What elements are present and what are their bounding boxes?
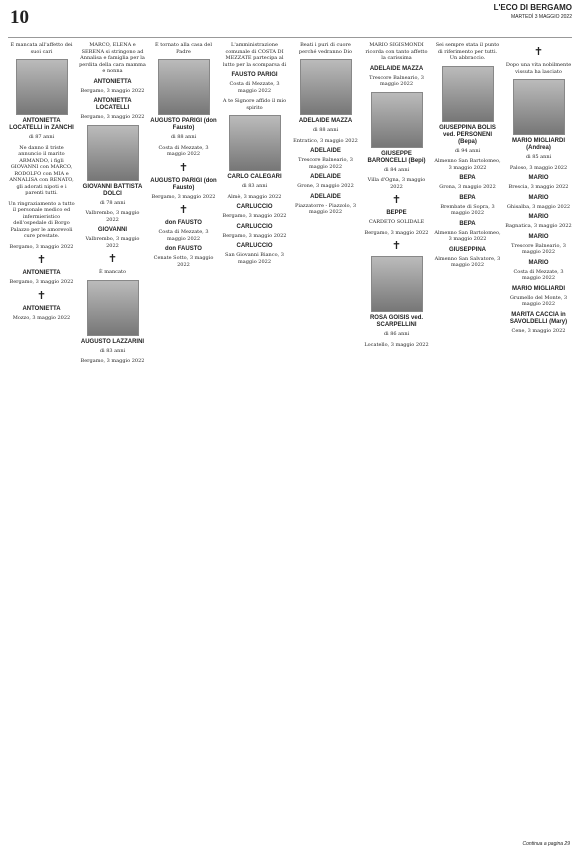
deceased-name: MARITA CACCIA in SAVOLDELLI (Mary) [509,311,568,325]
notice-text: Almenno San Bartolomeo, 3 maggio 2022 [434,158,501,171]
deceased-name: BEPA [459,194,476,201]
deceased-name: MARIO [528,194,549,201]
notice-text: Locatello, 3 maggio 2022 [364,341,429,348]
notice-text: Trescore Balneario, 3 maggio 2022 [511,242,566,255]
deceased-name: ADELAIDE [310,174,341,180]
notice-text: di 86 anni [383,331,410,337]
deceased-name: ANTONIETTA LOCATELLI in ZANCHI [9,118,74,131]
masthead: L'ECO DI BERGAMO [493,3,572,12]
deceased-name: CARLUCCIO [236,204,273,210]
portrait-photo [87,125,139,181]
deceased-name: AUGUSTO PARIGI (don Fausto) [150,177,217,191]
notice-text: Un ringraziamento a tutto il personale medico ed infermieristico dell'ospedale di Borgo Palazzo per le amorevoli cure prestate. [8,200,75,239]
column-7 [434,42,501,840]
notice-text: Bergamo, 3 maggio 2022 [9,279,74,285]
notice-text: Almenno San Bartolomeo, 3 maggio 2022 [434,229,501,242]
portrait-photo [442,66,494,122]
deceased-name: ANTONIETTA LOCATELLI [93,98,132,111]
portrait-photo [16,59,68,115]
deceased-name: MARIO MIGLIARDI [512,285,565,292]
deceased-name: GIUSEPPINA [448,246,486,253]
portrait-photo [87,280,139,336]
issue-date: MARTEDÌ 3 MAGGIO 2022 [510,14,572,20]
notice-text: Almenno San Salvatore, 3 maggio 2022 [434,255,501,268]
notice-text: Almè, 3 maggio 2022 [227,193,282,200]
column-1 [8,42,75,840]
notice-text: Bergamo, 3 maggio 2022 [80,87,145,94]
notice-text: di 85 anni [525,154,552,160]
cross-icon: ✝ [533,45,544,58]
notice-text: Bagnatica, 3 maggio 2022 [505,223,572,229]
notice-text: di 87 anni [28,134,55,140]
notice-text: È tornato alla casa del Padre [155,42,212,55]
portrait-photo [371,256,423,312]
deceased-name: ANTONIETTA [93,78,132,85]
deceased-name: FAUSTO PARIGI [231,72,278,78]
deceased-name: GIOVANNI BATTISTA DOLCI [82,183,143,197]
cross-icon: ✝ [178,203,189,216]
notice-text: Bergamo, 3 maggio 2022 [80,358,145,364]
deceased-name: CARLUCCIO [236,243,273,249]
deceased-name: GIUSEPPINA BOLIS ved. PERSONENI (Bepa) [439,124,496,145]
deceased-name: ADELAIDE MAZZA [369,65,424,72]
notice-text: Beati i puri di cuore perché vedranno Dio [298,42,353,55]
deceased-name: BEPA [459,175,476,181]
deceased-name: MARIO [528,175,549,181]
deceased-name: MARIO MIGLIARDI (Andrea) [512,138,565,151]
notice-text: Villa d'Ogna, 3 maggio 2022 [367,177,426,190]
notice-text: Grone, 3 maggio 2022 [297,183,354,189]
notice-text: Brembate di Sopra, 3 maggio 2022 [440,203,495,216]
column-4 [221,42,288,840]
deceased-name: ADELAIDE [310,193,341,200]
notice-text: Costa di Mezzate, 3 maggio 2022 [158,144,209,157]
column-8 [505,42,572,840]
notice-text: È mancato [99,269,126,275]
notice-text: Costa di Mezzate, 3 maggio 2022 [158,229,209,242]
cross-icon: ✝ [178,160,189,174]
deceased-name: MARIO [528,214,549,220]
deceased-name: ROSA GOISIS ved. SCARPELLINI [369,315,424,328]
obituary-columns [8,42,572,840]
notice-text: di 88 anni [170,134,197,140]
portrait-photo [229,115,281,171]
deceased-name: BEPA [459,220,476,227]
notice-text: Ghisalba, 3 maggio 2022 [506,203,571,210]
notice-text: Valbrembo, 3 maggio 2022 [85,236,140,249]
cross-icon: ✝ [391,193,402,206]
notice-text: Ne danno il triste annuncio il marito ARMANDO, i figli GIOVANNI con MARCO, RODOLFO con MIA e ANNALISA con RENATO, gli adorati nipoti e i parenti tutti. [9,144,74,196]
notice-text: Trescore Balneario, 3 maggio 2022 [369,74,424,87]
notice-text: Grona, 3 maggio 2022 [439,184,496,190]
notice-text: Grumello del Monte, 3 maggio 2022 [509,294,568,307]
notice-text: Paloso, 3 maggio 2022 [509,164,568,171]
notice-text: di 88 anni [312,127,339,133]
column-5 [292,42,359,840]
notice-text: Cenate Sotto, 3 maggio 2022 [153,255,214,268]
cross-icon: ✝ [36,288,47,302]
deceased-name: ADELAIDE MAZZA [298,118,353,124]
column-6 [363,42,430,840]
portrait-photo [371,92,423,148]
deceased-name: CARLUCCIO [236,223,273,230]
deceased-name: BEPPE [386,210,407,216]
notice-text: Bergamo, 3 maggio 2022 [222,232,287,239]
notice-text: Costa di Mezzate, 3 maggio 2022 [229,81,280,94]
notice-text: Costa di Mezzate, 3 maggio 2022 [513,268,564,281]
deceased-name: ANTONIETTA [22,305,61,312]
continued-note: Continua a pagina 29 [522,841,570,847]
notice-text: di 83 anni [99,347,126,354]
notice-text: MARCO, ELENA e SERENA si stringono ad Annalisa e famiglia per la perdita della cara mamma e nonna [79,42,146,74]
deceased-name: GIOVANNI [97,227,128,233]
notice-text: MARIO SIGISMONDI ricorda con tanto affetto la carissima [365,42,428,61]
deceased-name: MARIO [528,259,549,266]
deceased-name: ANTONIETTA [22,270,61,276]
notice-text: di 94 anni [454,147,481,154]
notice-text: Mozzo, 3 maggio 2022 [12,314,71,321]
notice-text: Brescia, 3 maggio 2022 [508,184,569,190]
notice-text: Cene, 3 maggio 2022 [511,327,566,334]
notice-text: È mancata all'affetto dei suoi cari [10,42,73,55]
column-2 [79,42,146,840]
portrait-photo [513,79,565,135]
notice-text: Bergamo, 3 maggio 2022 [151,193,216,200]
deceased-name: ADELAIDE [310,148,341,154]
page-number: 10 [10,7,29,28]
portrait-photo [300,59,352,115]
notice-text: Valbrembo, 3 maggio 2022 [85,210,140,223]
notice-text: San Giovanni Bianco, 3 maggio 2022 [225,252,284,265]
notice-text: Bergamo, 3 maggio 2022 [364,229,429,236]
notice-text: Sei sempre stata il punto di riferimento per tutti. Un abbraccio. [435,42,500,61]
deceased-name: AUGUSTO PARIGI (don Fausto) [150,118,217,131]
notice-text: di 83 anni [241,183,268,189]
notice-text: di 78 anni [99,199,126,206]
notice-text: Bergamo, 3 maggio 2022 [222,213,287,219]
notice-text: CARDETO SOLIDALE [368,219,425,225]
notice-text: di 84 anni [383,166,410,173]
page-header [8,0,572,38]
notice-text: Piazzatorre - Piazzolo, 3 maggio 2022 [294,202,356,215]
notice-text: A te Signore affido il mio spirito [222,98,287,111]
deceased-name: GIUSEPPE BARONCELLI (Bepi) [367,150,426,164]
deceased-name: don FAUSTO [165,246,202,252]
notice-text: Bergamo, 3 maggio 2022 [80,114,145,120]
deceased-name: CARLO CALEGARI [227,174,282,180]
notice-text: Entratico, 3 maggio 2022 [293,137,358,144]
notice-text: L'amministrazione comunale di COSTA DI MEZZATE partecipa al lutto per la scomparsa di [222,42,287,68]
notice-text: Trescore Balneario, 3 maggio 2022 [298,157,353,170]
cross-icon: ✝ [391,239,402,252]
cross-icon: ✝ [107,252,118,265]
column-3 [150,42,217,840]
notice-text: Dopo una vita nobilmente vissuta ha lasciato [505,62,572,75]
deceased-name: AUGUSTO LAZZARINI [80,338,145,345]
notice-text: Bergamo, 3 maggio 2022 [9,243,74,250]
deceased-name: MARIO [528,233,549,240]
deceased-name: don FAUSTO [165,220,202,226]
cross-icon: ✝ [36,253,47,266]
portrait-photo [158,59,210,115]
